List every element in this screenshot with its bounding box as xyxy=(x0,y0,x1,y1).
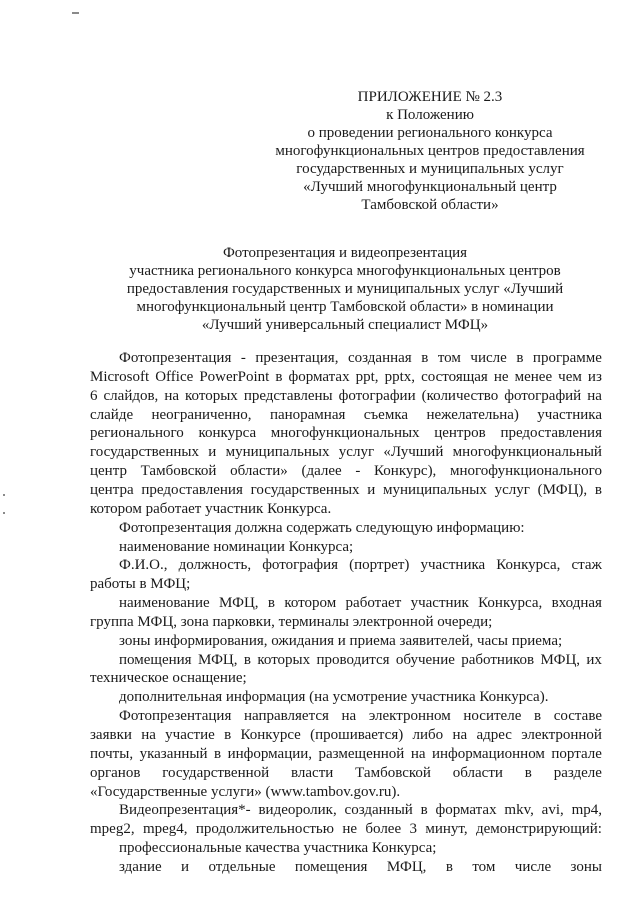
body-line: органов государственной власти Тамбовской области в разделе xyxy=(90,765,602,781)
body-line: Фотопрезентация направляется на электронном носителе в составе xyxy=(119,708,602,724)
body-line: Microsoft Office PowerPoint в форматах ppt, pptx, состоящая не менее чем из xyxy=(90,369,602,385)
body-line: «Государственные услуги» (www.tambov.gov.ru). xyxy=(90,784,401,800)
body-line: Фотопрезентация - презентация, созданная в том числе в программе xyxy=(119,350,602,366)
body-line: дополнительная информация (на усмотрение участника Конкурса). xyxy=(119,689,549,705)
body-line: зоны информирования, ожидания и приема заявителей, часы приема; xyxy=(119,633,563,649)
scan-mark-left-1 xyxy=(3,494,5,496)
body-line: наименование МФЦ, в котором работает участник Конкурса, входная xyxy=(119,595,602,611)
title-line: многофункциональный центр Тамбовской области» в номинации xyxy=(136,299,554,315)
body-line: работы в МФЦ; xyxy=(90,576,191,592)
body-line: профессиональные качества участника Конкурса; xyxy=(119,840,437,856)
appendix-header-line: государственных и муниципальных услуг xyxy=(296,161,564,177)
body-line: техническое оснащение; xyxy=(90,670,247,686)
body-line: здание и отдельные помещения МФЦ, в том числе зоны xyxy=(119,859,602,875)
appendix-header-line: о проведении регионального конкурса xyxy=(307,125,553,141)
body-line: центр Тамбовской области» (далее - Конкурс), многофункционального xyxy=(90,463,602,479)
appendix-header-line: Тамбовской области» xyxy=(361,197,499,213)
appendix-header-line: к Положению xyxy=(386,107,474,123)
body-line: Фотопрезентация должна содержать следующую информацию: xyxy=(119,520,525,536)
appendix-title: ПРИЛОЖЕНИЕ № 2.3 xyxy=(357,89,503,105)
appendix-header-line: «Лучший многофункциональный центр xyxy=(303,179,557,195)
body-line: слайде неограниченно, панорамная съемка нежелательна) участника xyxy=(90,407,602,423)
body-line: Ф.И.О., должность, фотография (портрет) участника Конкурса, стаж xyxy=(119,557,602,573)
body-line: группа МФЦ, зона парковки, терминалы электронной очереди; xyxy=(90,614,493,630)
title-line: предоставления государственных и муниципальных услуг «Лучший xyxy=(126,281,564,297)
body-line: 6 слайдов, на которых представлены фотографии (количество фотографий на xyxy=(90,388,602,404)
body-line: Видеопрезентация*- видеоролик, созданный в форматах mkv, avi, mp4, xyxy=(119,802,602,818)
body-line: центра предоставления государственных и муниципальных услуг (МФЦ), в xyxy=(90,482,602,498)
body-line: наименование номинации Конкурса; xyxy=(119,539,354,555)
body-line: почты, указанный в информации, размещенной на информационном портале xyxy=(90,746,602,762)
appendix-header-line: многофункциональных центров предоставления xyxy=(275,143,585,159)
scan-mark-top xyxy=(72,12,79,14)
title-line: «Лучший универсальный специалист МФЦ» xyxy=(201,317,489,333)
body-line: mpeg2, mpeg4, продолжительностью не более 3 минут, демонстрирующий: xyxy=(90,821,602,837)
body-line: заявки на участие в Конкурсе (прошивается) либо на адрес электронной xyxy=(90,727,602,743)
body-line: помещения МФЦ, в которых проводится обучение работников МФЦ, их xyxy=(119,652,602,668)
body-line: котором работает участник Конкурса. xyxy=(90,501,332,517)
body-line: регионального конкурса многофункциональных центров предоставления xyxy=(90,425,602,441)
title-line: Фотопрезентация и видеопрезентация xyxy=(222,245,468,261)
title-line: участника регионального конкурса многофункциональных центров xyxy=(129,263,561,279)
body-line: государственных и муниципальных услуг «Лучший многофункциональный xyxy=(90,444,602,460)
scan-mark-left-2 xyxy=(3,512,5,514)
